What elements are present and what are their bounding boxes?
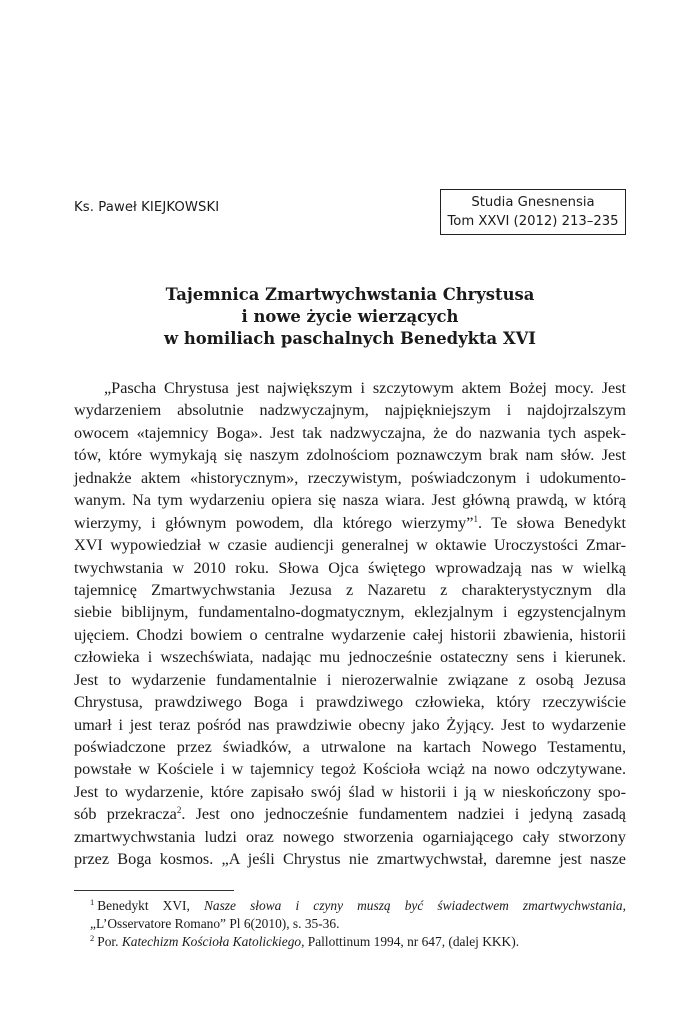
footnote-title: Nasze słowa i czyny muszą być świadectwem zmartwychwstania [203,898,623,913]
body-line-part: wierzymy, i głównym powodem, dla którego wierzymy” [74,513,474,532]
article-title [74,284,626,350]
body-line: twychwstania w 2010 roku. Słowa Ojca świętego wprowadzają nas w wielką [74,558,626,577]
footnote-1 [74,897,626,915]
journal-citation-box [440,189,626,235]
author-name: Ks. Paweł KIEJKOWSKI [74,200,220,215]
footnote-separator [74,890,234,891]
body-line: ujęciem. Chodzi bowiem o centralne wydarzenie całej historii zbawienia, historii [74,625,626,644]
footnote-author: Benedykt XVI, [97,898,190,913]
footnote-ref-2[interactable]: 2 [176,805,182,816]
body-line: tów, które wymykają się naszym zdolnościom poznawczym brak nam słów. Jest [74,446,626,465]
footnote-number: 1 [90,897,95,907]
journal-name: Studia Gnesnensia [471,195,595,210]
body-line-part: . Te słowa Benedykt [477,513,626,532]
body-line: siebie biblijnym, fundamentalno-dogmatycznym, eklezjalnym i egzystencjalnym [74,603,626,622]
body-line: owocem «tajemnicy Boga». Jest tak nadzwyczajna, że do nazwania tych aspek- [74,423,626,442]
body-line: „Pascha Chrystusa jest największym i szczytowym aktem Bożej mocy. Jest [104,379,626,397]
journal-volume: Tom XXVI (2012) 213–235 [447,214,619,229]
title-line-3: w homiliach paschalnych Benedykta XVI [164,329,536,348]
body-line: Chrystusa, prawdziwego Boga i prawdziwego człowieka, który rzeczywiście [74,693,626,712]
footnote-title: Katechizm Kościoła Katolickiego [121,934,302,949]
body-line: XVI wypowiedział w czasie audiencji generalnej w oktawie Uroczystości Zmar- [74,536,626,555]
body-line-part: . Jest ono jednocześnie fundamentem nadziei i jedyną zasadą [181,805,626,824]
body-line: powstałe w Kościele i w tajemnicy tegoż Kościoła wciąż na nowo odczytywane. [74,760,626,779]
footnotes [74,897,626,951]
body-line: wanym. Na tym wydarzeniu opiera się nasza wiara. Jest główną prawdą, w którą [74,491,626,510]
body-text [74,377,626,871]
footnote-suffix: , Pallottinum 1994, nr 647, (dalej KKK). [301,934,520,949]
body-line: umarł i jest teraz pośród nas prawdziwie obecny jako Żyjący. Jest to wydarzenie [74,715,626,734]
body-line-with-footnote-1 [74,512,626,534]
footnote-2 [74,933,626,951]
body-line: Jest to wydarzenie fundamentalnie i nierozerwalnie związane z osobą Jezusa [74,670,626,689]
body-line: przez Boga kosmos. „A jeśli Chrystus nie zmartwychwstał, daremne jest nasze [74,850,626,869]
title-line-2: i nowe życie wierzących [241,307,459,326]
body-line-with-footnote-2 [74,803,626,825]
footnote-1-line-2: „L’Osservatore Romano” Pl 6(2010), s. 35-36. [90,916,340,931]
body-line: człowieka i wszechświata, nadając mu jednocześnie ostateczny sens i kierunek. [74,648,626,667]
footnote-punct: , [622,898,626,913]
footnote-ref-1[interactable]: 1 [473,513,478,524]
footnote-prefix: Por. [97,934,119,949]
body-line: jednakże aktem «historycznym», rzeczywistym, poświadczonym i udokumento- [74,468,626,487]
body-line: poświadczone przez świadków, a utrwalone na kartach Nowego Testamentu, [74,738,626,756]
title-line-1: Tajemnica Zmartwychwstania Chrystusa [165,285,535,304]
body-line-part: sób przekracza [74,805,177,824]
footnote-number: 2 [90,933,95,943]
body-line: tajemnicę Zmartwychwstania Jezusa z Nazaretu z charakterystycznym dla [74,580,626,599]
body-line: zmartwychwstania ludzi oraz nowego stworzenia ogarniającego cały stworzony [74,827,626,846]
body-line: Jest to wydarzenie, które zapisało swój ślad w historii i ją w nieskończony spo- [74,782,626,801]
body-line: wydarzeniem absolutnie nadzwyczajnym, najpiękniejszym i najdojrzalszym [74,401,626,420]
